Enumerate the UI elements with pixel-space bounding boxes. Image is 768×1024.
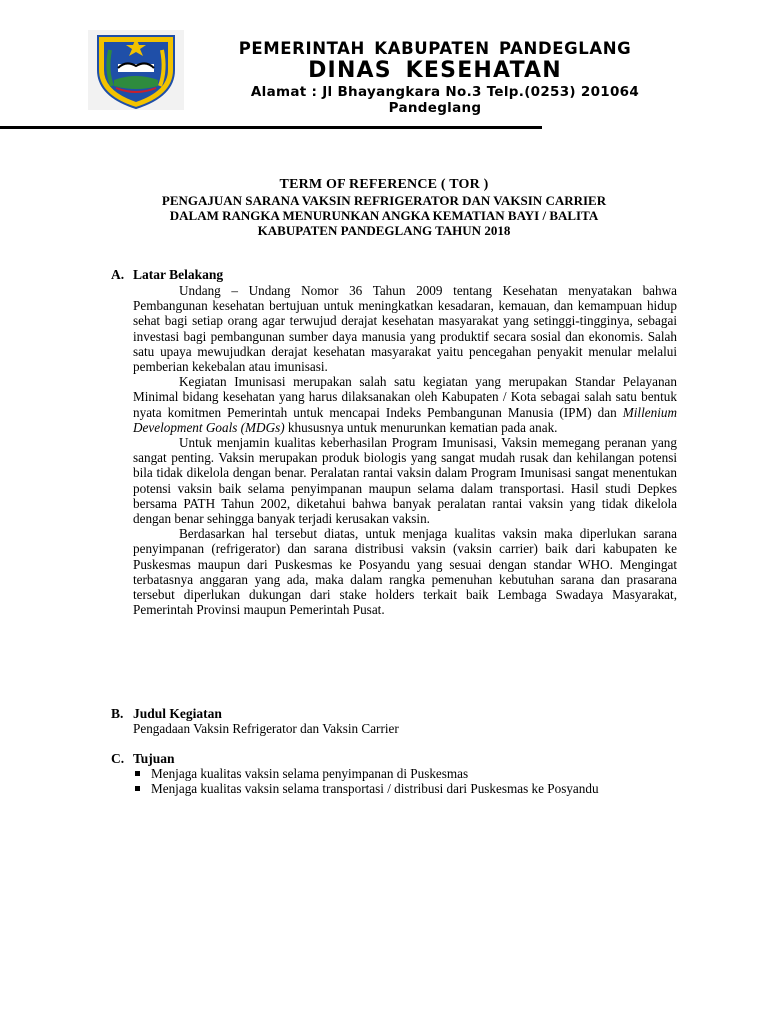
section-a-title: Latar Belakang	[133, 267, 224, 282]
section-a-body	[133, 283, 677, 617]
section-b-letter: B.	[111, 706, 124, 721]
list-item	[133, 766, 693, 781]
document-subtitle-line-2: DALAM RANGKA MENURUNKAN ANGKA KEMATIAN BAYI / BALITA	[169, 208, 599, 223]
list-item-text: Menjaga kualitas vaksin selama penyimpanan di Puskesmas	[151, 766, 469, 781]
pandeglang-coat-of-arms-logo	[88, 30, 184, 110]
section-c-letter: C.	[111, 751, 125, 766]
document-title: TERM OF REFERENCE ( TOR )	[279, 177, 489, 192]
document-subtitle-line-3: KABUPATEN PANDEGLANG TAHUN 2018	[257, 223, 511, 238]
office-address: Alamat : Jl Bhayangkara No.3 Telp.(0253) 201064	[250, 84, 640, 100]
paragraph: Undang – Undang Nomor 36 Tahun 2009 tentang Kesehatan menyatakan bahwa Pembangunan kesehatan bertujuan untuk meningkatkan kesadaran, kemauan, dan kemampuan hidup sehat bagi setiap orang agar terwujud derajat kesehatan masyarakat yang setinggi-tingginya, sebagai investasi bagi pembangunan sumber daya manusia yang produktif secara sosial dan ekonomis. Salah satu upaya mewujudkan derajat kesehatan masyarakat yaitu pencegahan penyakit menular melalui pemberian kekebalan atau imunisasi.	[133, 283, 677, 375]
paragraph-text: khususnya untuk menurunkan kematian pada anak.	[284, 419, 558, 435]
section-a-heading	[111, 267, 223, 283]
letterhead-divider	[0, 126, 542, 129]
bullet-icon	[135, 771, 140, 776]
bullet-icon	[135, 786, 140, 791]
office-city: Pandeglang	[388, 100, 482, 116]
section-b-heading	[111, 706, 222, 722]
section-b-title: Judul Kegiatan	[133, 706, 222, 721]
list-item	[133, 781, 693, 796]
section-c-list	[133, 766, 693, 796]
section-c-title: Tujuan	[133, 751, 175, 766]
document-subtitle-line-1: PENGAJUAN SARANA VAKSIN REFRIGERATOR DAN VAKSIN CARRIER	[161, 193, 607, 208]
paragraph: Berdasarkan hal tersebut diatas, untuk menjaga kualitas vaksin maka diperlukan sarana penyimpanan (refrigerator) dan sarana distribusi vaksin (vaksin carrier) baik dari kabupaten ke Puskesmas maupun dari Puskesmas ke Posyandu yang sesuai dengan standar WHO. Mengingat terbatasnya anggaran yang ada, maka dalam rangka pemenuhan kebutuhan sarana dan prasarana tersebut diperlukan dukungan dari stake holders terkait baik Lembaga Swadaya Masyarakat, Pemerintah Provinsi maupun Pemerintah Pusat.	[133, 526, 677, 618]
section-c-heading	[111, 751, 175, 767]
section-a-letter: A.	[111, 267, 125, 282]
office-name: DINAS KESEHATAN	[308, 58, 562, 83]
paragraph	[133, 374, 677, 435]
paragraph: Untuk menjamin kualitas keberhasilan Program Imunisasi, Vaksin memegang peranan yang sangat penting. Vaksin merupakan produk biologis yang sangat mudah rusak dan kehilangan potensi bila tidak dikelola dengan benar. Peralatan rantai vaksin dalam Program Imunisasi sangat menentukan potensi vaksin baik selama penyimpanan maupun selama dalam transportasi. Hasil studi Depkes bersama PATH Tahun 2002, diketahui bahwa banyak peralatan rantai vaksin yang tidak dikelola dengan benar sehingga banyak terjadi kerusakan vaksin.	[133, 435, 677, 527]
paragraph-text: Kegiatan Imunisasi merupakan salah satu kegiatan yang merupakan Standar Pelayanan Minimal bidang kesehatan yang harus dilaksanakan oleh Kabupaten / Kota sebagai salah satu bentuk nyata komitmen Pemerintah untuk mencapai Indeks Pembangunan Manusia (IPM) dan	[133, 374, 677, 420]
list-item-text: Menjaga kualitas vaksin selama transportasi / distribusi dari Puskesmas ke Posyandu	[151, 781, 599, 797]
government-name: PEMERINTAH KABUPATEN PANDEGLANG	[238, 39, 632, 58]
paragraph-italic-term: Millenium Development Goals (MDGs)	[133, 404, 677, 435]
section-b-text: Pengadaan Vaksin Refrigerator dan Vaksin Carrier	[133, 721, 399, 736]
